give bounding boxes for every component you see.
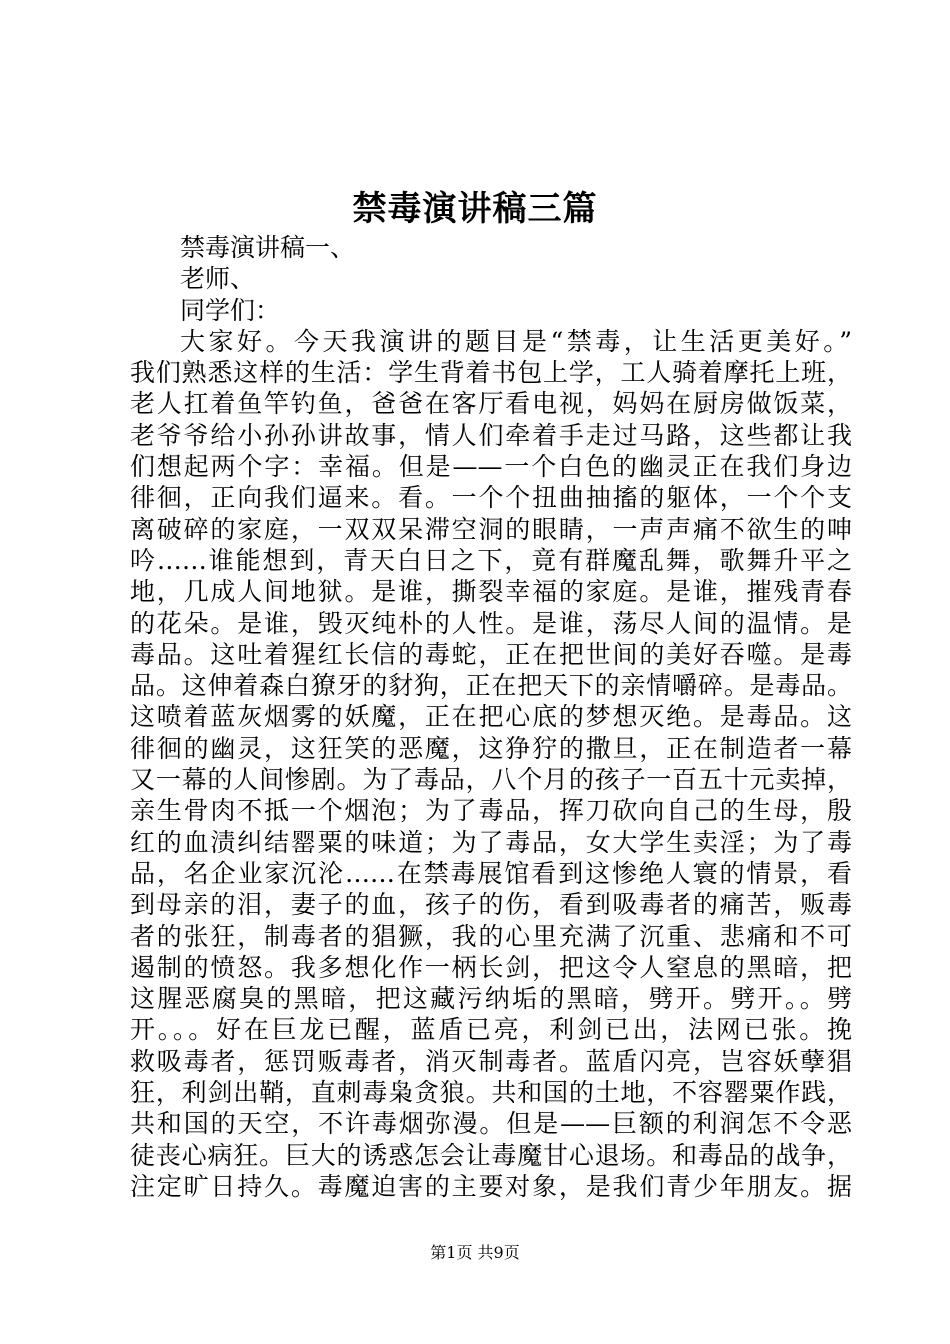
text-line: 毒品。这吐着猩红长信的毒蛇，正在把世间的美好吞噬。是毒 [130,639,852,669]
text-line: 老师、 [180,264,256,294]
text-line: 到母亲的泪，妻子的血，孩子的伤，看到吸毒者的痛苦，贩毒 [130,890,852,920]
text-line: 共和国的天空，不许毒烟弥漫。但是——巨额的利润怎不令恶 [130,1109,852,1139]
text-line: 禁毒演讲稿一、 [180,233,356,262]
text-line: 徘徊的幽灵，这狂笑的恶魔，这狰狞的撒旦，正在制造者一幕 [130,733,852,763]
text-line: 救吸毒者，惩罚贩毒者，消灭制毒者。蓝盾闪亮，岂容妖孽猖 [130,1046,852,1076]
text-line: 品。这伸着森白獠牙的豺狗，正在把天下的亲情嚼碎。是毒品。 [130,671,852,701]
text-line: 遏制的愤怒。我多想化作一柄长剑，把这令人窒息的黑暗，把 [130,952,852,982]
text-line: 品，名企业家沉沦……在禁毒展馆看到这惨绝人寰的情景，看 [130,858,852,888]
text-line: 这喷着蓝灰烟雾的妖魔，正在把心底的梦想灭绝。是毒品。这 [130,702,852,732]
text-line: 徒丧心病狂。巨大的诱惑怎会让毒魔甘心退场。和毒品的战争， [130,1140,852,1170]
text-line: 同学们： [180,295,281,325]
text-line: 又一幕的人间惨剧。为了毒品，八个月的孩子一百五十元卖掉， [130,765,852,795]
text-line: 者的张狂，制毒者的猖獗，我的心里充满了沉重、悲痛和不可 [130,921,852,951]
text-line: 吟……谁能想到，青天白日之下，竟有群魔乱舞，歌舞升平之 [130,545,852,575]
text-line: 我们熟悉这样的生活：学生背着书包上学，工人骑着摩托上班， [130,358,852,388]
text-line: 红的血渍纠结罂粟的味道；为了毒品，女大学生卖淫；为了毒 [130,827,852,857]
text-line: 老爷爷给小孙孙讲故事，情人们牵着手走过马路，这些都让我 [130,420,852,450]
text-line: 注定旷日持久。毒魔迫害的主要对象，是我们青少年朋友。据 [130,1171,852,1201]
text-line: 大家好。今天我演讲的题目是“禁毒，让生活更美好。” [180,326,852,356]
text-line: 这腥恶腐臭的黑暗，把这藏污纳垢的黑暗，劈开。劈开。。劈 [130,984,852,1014]
document-title: 禁毒演讲稿三篇 [352,189,598,229]
page-footer: 第1页 共9页 [430,1243,520,1262]
text-line: 们想起两个字：幸福。但是——一个白色的幽灵正在我们身边 [130,452,852,482]
text-line: 离破碎的家庭，一双双呆滞空洞的眼睛，一声声痛不欲生的呻 [130,514,852,544]
text-line: 徘徊，正向我们逼来。看。一个个扭曲抽搐的躯体，一个个支 [130,483,852,513]
text-line: 的花朵。是谁，毁灭纯朴的人性。是谁，荡尽人间的温情。是 [130,608,852,638]
text-line: 开。。。好在巨龙已醒，蓝盾已亮，利剑已出，法网已张。挽 [130,1015,852,1045]
document-body [130,232,852,1202]
text-line: 地，几成人间地狱。是谁，撕裂幸福的家庭。是谁，摧残青春 [130,577,852,607]
text-line: 老人扛着鱼竿钓鱼，爸爸在客厅看电视，妈妈在厨房做饭菜， [130,389,852,419]
text-line: 狂，利剑出鞘，直刺毒枭贪狼。共和国的土地，不容罂粟作践， [130,1078,852,1108]
text-line: 亲生骨肉不抵一个烟泡；为了毒品，挥刀砍向自己的生母，殷 [130,796,852,826]
